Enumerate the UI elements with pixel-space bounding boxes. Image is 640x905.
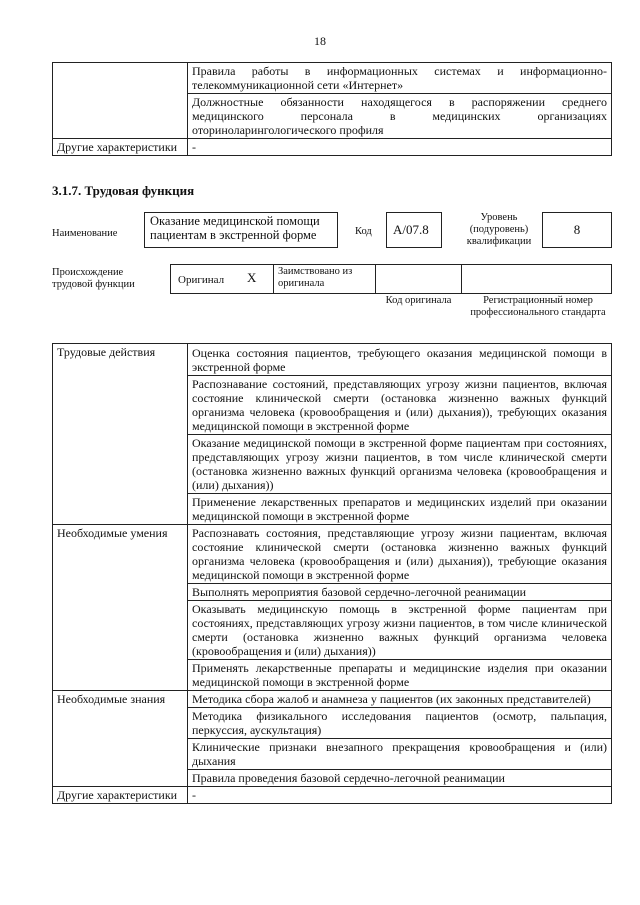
table-cell: Оказание медицинской помощи в экстренной форме пациентам при состояниях, представляющих угрозу жизни пациентов, в том числе клинической смерти (остановка жизненно важных функций организма человека (кровообращения и (или) дыхания)) [188, 435, 612, 494]
section-title: 3.1.7. Трудовая функция [52, 183, 195, 198]
original-cell [170, 264, 274, 294]
code-original-box [375, 264, 462, 294]
table-cell: Применение лекарственных препаратов и медицинских изделий при оказании медицинской помощи в экстренной форме [188, 494, 612, 525]
table-cell: Клинические признаки внезапного прекращения кровообращения и (или) дыхания [188, 739, 612, 770]
table-row [53, 787, 612, 804]
table-cell: Оценка состояния пациентов, требующего оказания медицинской помощи в экстренной форме [188, 344, 612, 376]
code-original-caption: Код оригинала [385, 295, 452, 306]
level-value: 8 [542, 212, 612, 248]
row-label: Необходимые знания [53, 691, 188, 787]
row-label: Трудовые действия [53, 344, 188, 525]
page-number: 18 [314, 34, 326, 48]
level-label: Уровень (подуровень) квалификации [466, 212, 532, 247]
reg-number-caption: Регистрационный номер профессионального стандарта [470, 295, 606, 318]
table-cell: Должностные обязанности находящегося в распоряжении среднего медицинского персонала в медицинских организациях оториноларингологического профиля [188, 94, 612, 139]
table-cell: - [188, 787, 612, 804]
original-label: Оригинал [178, 274, 225, 286]
table-cell: Применять лекарственные препараты и медицинские изделия при оказании медицинской помощи в экстренной форме [188, 660, 612, 691]
code-label: Код [355, 226, 372, 237]
main-table [52, 343, 612, 804]
table-cell: - [188, 139, 612, 156]
table-cell: Методика сбора жалоб и анамнеза у пациентов (их законных представителей) [188, 691, 612, 708]
table-cell: Правила работы в информационных системах и информационно-телекоммуникационной сети «Интернет» [188, 63, 612, 94]
reg-number-box [461, 264, 612, 294]
table-cell: Правила проведения базовой сердечно-легочной реанимации [188, 770, 612, 787]
original-mark: X [247, 270, 257, 285]
table-row [53, 139, 612, 156]
name-label: Наименование [52, 228, 118, 239]
row-label: Другие характеристики [53, 139, 188, 156]
table-cell: Оказывать медицинскую помощь в экстренной форме пациентам при состояниях, представляющих угрозу жизни пациентов, в том числе клинической смерти (остановка жизненно важных функций организма человека (кровообращения и (или) дыхания)) [188, 601, 612, 660]
table-cell: Методика физикального исследования пациентов (осмотр, пальпация, перкуссия, аускультация) [188, 708, 612, 739]
row-label: Необходимые умения [53, 525, 188, 691]
top-table [52, 62, 612, 156]
origin-label: Происхождение трудовой функции [52, 267, 135, 290]
table-cell: Распознавание состояний, представляющих угрозу жизни пациентов, включая состояние клинической смерти (остановка жизненно важных функций организма человека (кровообращения и (или) дыхания)), требующих оказания медицинской помощи в экстренной форме [188, 376, 612, 435]
name-value: Оказание медицинской помощи пациентам в экстренной форме [144, 212, 338, 248]
table-row [53, 344, 612, 376]
table-cell: Выполнять мероприятия базовой сердечно-легочной реанимации [188, 584, 612, 601]
table-cell: Распознавать состояния, представляющие угрозу жизни пациентам, включая состояние клинической смерти (остановка жизненно важных функций организма человека (кровообращения и (или) дыхания)), требующие оказания медицинской помощи в экстренной форме [188, 525, 612, 584]
row-label: Другие характеристики [53, 787, 188, 804]
row-label [53, 63, 188, 139]
table-row [53, 63, 612, 94]
code-value: А/07.8 [386, 212, 442, 248]
table-row [53, 691, 612, 708]
borrowed-cell: Заимствовано из оригинала [273, 264, 376, 294]
table-row [53, 525, 612, 584]
